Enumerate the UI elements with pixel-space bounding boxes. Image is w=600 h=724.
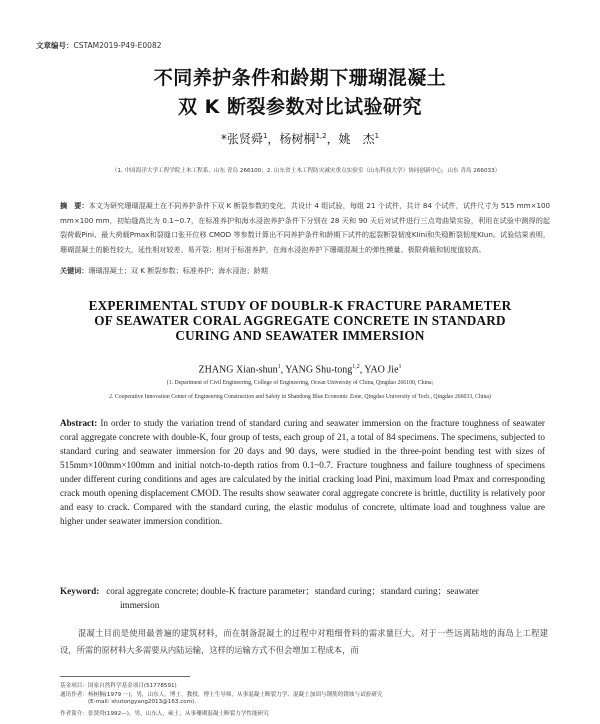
chinese-title-line-2: 双 K 断裂参数对比试验研究 bbox=[178, 96, 422, 118]
author-en-1-sup: 1 bbox=[277, 364, 281, 370]
author-zh-2-sup: 1,2 bbox=[315, 132, 327, 140]
english-keywords-text: coral aggregate concrete; double-K fracture parameter；standard curing；standard curing；seawater bbox=[106, 586, 479, 596]
author-en-1: ZHANG Xian-shun bbox=[198, 364, 278, 376]
chinese-abstract-text: 本文为研究珊瑚混凝土在不同养护条件下双 K 断裂参数的变化，共设计 4 组试验，每组 21 个试件，共计 84 个试件，试件尺寸为 515 mm×100 mm×100 mm，初始缝高比为 0.1~0.7，在标准养护和海水浸泡养护条件下分别在 28 天和 90 天后对试件进行三点弯曲梁实验，利用在试验中测得的起裂荷载Pini、最大荷载Pmax和裂缝口张开位移 CMOD 等参数计算出不同养护条件和龄期下试件的起裂断裂韧度KIini和失稳断裂韧度KIun。试验结果表明，珊瑚混凝土的脆性较大，延性相对较差、易开裂；相对于标准养护，在海水浸泡养护下珊瑚混凝土的弹性模量、极限荷载和韧度值较高。 bbox=[60, 201, 551, 254]
author-en-2-sup: 1,2 bbox=[352, 364, 360, 370]
chinese-abstract-label: 摘 要： bbox=[60, 201, 89, 210]
english-authors bbox=[0, 364, 600, 375]
english-title-line-1: EXPERIMENTAL STUDY OF DOUBLR-K FRACTURE PARAMETER bbox=[88, 298, 512, 313]
author-zh-sep-2: ， bbox=[326, 132, 339, 146]
author-en-2: , YANG Shu-tong bbox=[280, 364, 353, 376]
document-number-label: 文章编号： bbox=[36, 41, 74, 50]
footnote-email: (E-mail: shutongyang2013@163.com). bbox=[88, 699, 197, 705]
author-zh-3: 姚 杰 bbox=[338, 132, 375, 146]
chinese-affiliation: （1. 中国海洋大学工程学院土木工程系，山东 青岛 266100；2. 山东省土木工程防灾减灾重点实验室（山东科技大学）协同创新中心，山东 青岛 266033） bbox=[111, 168, 501, 174]
english-abstract-text: In order to study the variation trend of standard curing and seawater immersion on the fracture toughness of seawater coral aggregate concrete with double-K, four group of tests, each group of 21, a total of 84 specimens. The specimens, subjected to standard curing and seawater immersion for 20 days and 90 days, were studied in the three-point bending test with sizes of 515mm×100mm×100mm and initial notch-to-depth ratios from 0.1~0.7. Fracture toughness and failure toughness of specimens under different curing conditions and ages are calculated by the initial cracking load Pini, maximum load Pmax and corresponding crack mouth opening displacement CMOD. The results show seawater coral aggregate concrete is brittle, ductility is relatively poor and easy to crack. Compared with the standard curing, the elastic modulus of concrete, ultimate load and toughness value are higher under seawater immersion condition. bbox=[60, 418, 545, 526]
english-abstract-label: Abstract: bbox=[60, 418, 98, 428]
author-zh-1: *张贤舜 bbox=[220, 132, 263, 146]
author-en-3-sup: 1 bbox=[398, 364, 402, 370]
english-keywords bbox=[60, 584, 545, 612]
author-zh-1-sup: 1 bbox=[262, 132, 268, 140]
footnote-author-bio: 作者简介：张贤舜(1992—)，男，山东人，硕士，从事珊瑚混凝土断裂力学性能研究 bbox=[60, 711, 269, 717]
english-abstract bbox=[60, 416, 545, 528]
chinese-keywords-text: 珊瑚混凝土；双 K 断裂参数；标准养护；海水浸泡；龄期 bbox=[88, 266, 268, 275]
chinese-authors bbox=[0, 130, 600, 147]
footnote-divider bbox=[60, 676, 190, 677]
author-zh-sep-1: ， bbox=[267, 132, 280, 146]
author-en-3: , YAO Jie bbox=[359, 364, 399, 376]
author-zh-2: 杨树桐 bbox=[279, 132, 316, 146]
body-paragraph: 混凝土目前是使用最普遍的建筑材料，而在制备混凝土的过程中对粗细骨料的需求量巨大。对于一些远离陆地的海岛上工程建设，所需的原材料大多需要从内陆运输，这样的运输方式不但会增加工程成本，而 bbox=[60, 628, 548, 655]
english-title-line-2: OF SEAWATER CORAL AGGREGATE CONCRETE IN STANDARD bbox=[94, 313, 506, 328]
chinese-title-line-1: 不同养护条件和龄期下珊瑚混凝土 bbox=[153, 67, 447, 89]
english-affiliation-2: 2. Cooperative Innovation Center of Engineering Construction and Safety in Shandong Blue Economic Zone, Qingdao University of Tech., Qingdao 266033, China) bbox=[109, 394, 491, 400]
english-keywords-label: Keyword: bbox=[60, 586, 100, 596]
document-number bbox=[36, 40, 162, 51]
chinese-keywords-label: 关键词： bbox=[60, 266, 89, 275]
footnote-corresponding-author: 通讯作者：杨树桐(1979 －)，男，山东人，博士，教授，博士生导师，从事混凝土断裂力学、混凝土加固与钢筋的锈蚀与试验研究 bbox=[60, 692, 383, 698]
english-keywords-continuation: immersion bbox=[120, 600, 160, 610]
footnote-fund: 基金项目：国家自然科学基金项目(51778591) bbox=[60, 683, 177, 689]
english-affiliation-1: (1. Department of Civil Engineering, College of Engineering, Ocean University of China, Qingdao 266100, China; bbox=[166, 380, 434, 386]
english-title-line-3: CURING AND SEAWATER IMMERSION bbox=[175, 328, 425, 343]
chinese-abstract bbox=[60, 199, 550, 257]
chinese-keywords bbox=[60, 266, 550, 276]
document-number-value: CSTAM2019-P49-E0082 bbox=[73, 41, 162, 50]
author-zh-3-sup: 1 bbox=[374, 132, 380, 140]
